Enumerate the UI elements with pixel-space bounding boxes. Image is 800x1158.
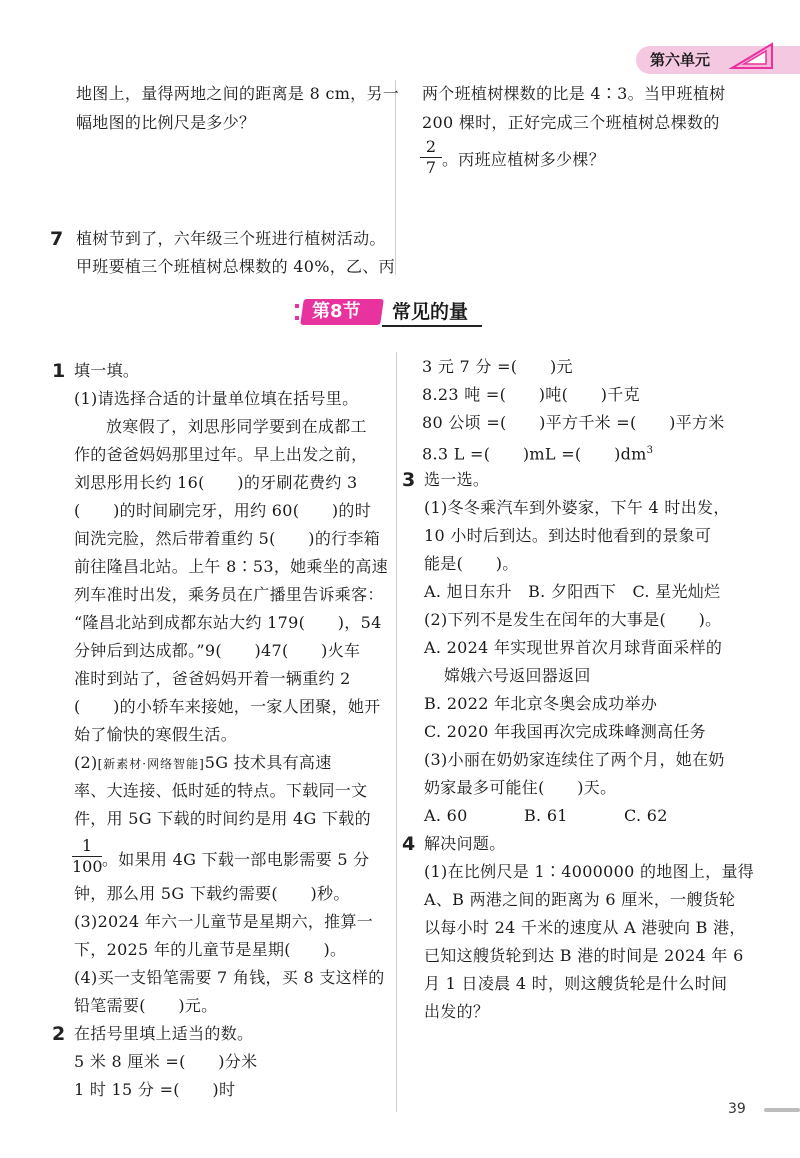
q1-line-2: (1)请选择合适的计量单位填在括号里。 bbox=[74, 389, 359, 408]
q3-line-4: 能是( )。 bbox=[424, 554, 519, 573]
fraction-denominator: 100 bbox=[72, 857, 103, 876]
q3-line-9: B. 2022 年北京冬奥会成功举办 bbox=[424, 694, 658, 713]
unit-header-title: 第六单元 bbox=[650, 51, 711, 69]
main-column-divider bbox=[396, 352, 397, 1112]
q2-line-2: 5 米 8 厘米 =( )分米 bbox=[74, 1052, 258, 1071]
q1-line-8: 前往隆昌北站。上午 8∶53，她乘坐的高速 bbox=[74, 557, 388, 576]
q1-part3-line-1: (3)2024 年六一儿童节是星期六，推算一 bbox=[74, 912, 374, 931]
q2-conv-line-4 bbox=[422, 441, 653, 464]
q4-line-2: (1)在比例尺是 1∶4000000 的地图上，量得 bbox=[424, 862, 755, 881]
q7-line-2: 甲班要植三个班植树总棵数的 40%，乙、丙 bbox=[76, 257, 395, 276]
q4-line-7: 出发的？ bbox=[424, 1002, 490, 1021]
q2-conv-line-1: 3 元 7 分 =( )元 bbox=[422, 357, 573, 376]
q4-line-6: 月 1 日凌晨 4 时，则这艘货轮是什么时间 bbox=[424, 974, 728, 993]
new-material-tag: [新素材·网络智能] bbox=[97, 757, 205, 771]
top-column-divider bbox=[395, 80, 396, 275]
q2-conv-line-2: 8.23 吨 =( )吨( )千克 bbox=[422, 385, 640, 404]
cubic-superscript: 3 bbox=[646, 445, 654, 456]
q1-part4-line-2: 铅笔需要( )元。 bbox=[74, 996, 218, 1015]
section-title: 常见的量 bbox=[392, 301, 469, 323]
top-right-line-1: 两个班植树棵数的比是 4∶3。当甲班植树 bbox=[422, 84, 726, 103]
q1-part2-line-3: 件，用 5G 下载的时间约是用 4G 下载的 bbox=[74, 809, 371, 828]
dm-line-text: 8.3 L =( )mL =( )dm bbox=[422, 444, 647, 464]
q1-line-10: “隆昌北站到成都东站大约 179( )，54 bbox=[74, 613, 382, 632]
q3-line-8: 嫦娥六号返回器返回 bbox=[444, 666, 591, 685]
question-number-7: 7 bbox=[50, 228, 64, 250]
q3-line-11: (3)小丽在奶奶家连续住了两个月，她在奶 bbox=[424, 750, 725, 769]
q2-conv-line-3: 80 公顷 =( )平方千米 =( )平方米 bbox=[422, 413, 725, 432]
q3-option-c: C. 62 bbox=[624, 806, 668, 825]
q3-line-5: A. 旭日东升 B. 夕阳西下 C. 星光灿烂 bbox=[424, 582, 721, 601]
q1-line-4: 作的爸爸妈妈那里过年。早上出发之前， bbox=[74, 445, 368, 464]
q1-line-5: 刘思彤用长约 16( )的牙刷花费约 3 bbox=[74, 473, 358, 492]
q3-option-b: B. 61 bbox=[524, 806, 568, 825]
q1-part2-prefix: (2) bbox=[74, 753, 98, 772]
q1-line-13: ( )的小轿车来接她，一家人团聚，她开 bbox=[74, 697, 381, 716]
q3-line-7: A. 2024 年实现世界首次月球背面采样的 bbox=[424, 638, 723, 657]
q4-line-4: 以每小时 24 千米的速度从 A 港驶向 B 港， bbox=[424, 918, 746, 937]
q1-part2-rest: 5G 技术具有高速 bbox=[204, 753, 332, 772]
page-footer-bar bbox=[764, 1108, 800, 1112]
q1-part2-line-5: 钟，那么用 5G 下载约需要( )秒。 bbox=[74, 884, 350, 903]
section-title-underline bbox=[382, 325, 482, 327]
top-left-line-2: 幅地图的比例尺是多少？ bbox=[76, 113, 256, 132]
ruler-triangle-icon bbox=[728, 40, 776, 72]
q3-option-a: A. 60 bbox=[424, 806, 468, 825]
q1-line-9: 列车准时出发，乘务员在广播里告诉乘客： bbox=[74, 585, 384, 604]
q4-line-5: 已知这艘货轮到达 B 港的时间是 2024 年 6 bbox=[424, 946, 744, 965]
q3-line-10: C. 2020 年我国再次完成珠峰测高任务 bbox=[424, 722, 706, 741]
q1-line-3: 放寒假了，刘思彤同学要到在成都工 bbox=[106, 417, 367, 436]
q1-part3-line-2: 下，2025 年的儿童节是星期( )。 bbox=[74, 940, 347, 959]
fraction-numerator: 2 bbox=[425, 137, 437, 156]
q2-line-3: 1 时 15 分 =( )时 bbox=[74, 1080, 236, 1099]
q3-line-12: 奶家最多可能住( )天。 bbox=[424, 778, 617, 797]
q1-line-12: 准时到站了，爸爸妈妈开着一辆重约 2 bbox=[74, 669, 351, 688]
q1-part2-line-1 bbox=[74, 753, 332, 774]
fraction-denominator: 7 bbox=[425, 158, 437, 177]
question-number-1: 1 bbox=[52, 360, 66, 382]
top-right-line-2: 200 棵时，正好完成三个班植树总棵数的 bbox=[422, 113, 720, 132]
fraction-numerator: 1 bbox=[81, 836, 93, 855]
q3-line-3: 10 小时后到达。到达时他看到的景象可 bbox=[424, 526, 712, 545]
q1-part4-line-1: (4)买一支铅笔需要 7 角钱，买 8 支这样的 bbox=[74, 968, 385, 987]
section-badge-label: 第8节 bbox=[312, 301, 361, 322]
q1-part2-line-2: 率、大连接、低时延的特点。下载同一文 bbox=[74, 781, 368, 800]
q1-part2-line-4: 。如果用 4G 下载一部电影需要 5 分 bbox=[102, 850, 370, 869]
q3-line-1: 选一选。 bbox=[424, 470, 490, 489]
q3-line-6: (2)下列不是发生在闰年的大事是( )。 bbox=[424, 610, 722, 629]
q4-line-3: A、B 两港之间的距离为 6 厘米，一艘货轮 bbox=[424, 890, 736, 909]
question-number-3: 3 bbox=[402, 469, 416, 491]
question-number-4: 4 bbox=[402, 833, 416, 855]
q1-line-7: 间洗完脸，然后带着重约 5( )的行李箱 bbox=[74, 529, 381, 548]
q3-line-2: (1)冬冬乘汽车到外婆家，下午 4 时出发， bbox=[424, 498, 730, 517]
top-left-line-1: 地图上，量得两地之间的距离是 8 cm，另一 bbox=[76, 84, 400, 103]
fraction-one-hundredth bbox=[72, 837, 102, 876]
q1-line-1: 填一填。 bbox=[74, 361, 140, 380]
page-number: 39 bbox=[728, 1101, 746, 1117]
q7-line-1: 植树节到了，六年级三个班进行植树活动。 bbox=[76, 229, 386, 248]
question-number-2: 2 bbox=[52, 1023, 66, 1045]
q2-line-1: 在括号里填上适当的数。 bbox=[74, 1024, 254, 1043]
q1-line-14: 始了愉快的寒假生活。 bbox=[74, 725, 238, 744]
top-right-line-3: 。丙班应植树多少棵？ bbox=[442, 150, 606, 169]
q1-line-11: 分钟后到达成都。”9( )47( )火车 bbox=[74, 641, 361, 660]
q4-line-1: 解决问题。 bbox=[424, 834, 506, 853]
fraction-two-sevenths bbox=[420, 138, 442, 177]
q1-line-6: ( )的时间刷完牙，用约 60( )的时 bbox=[74, 501, 372, 520]
